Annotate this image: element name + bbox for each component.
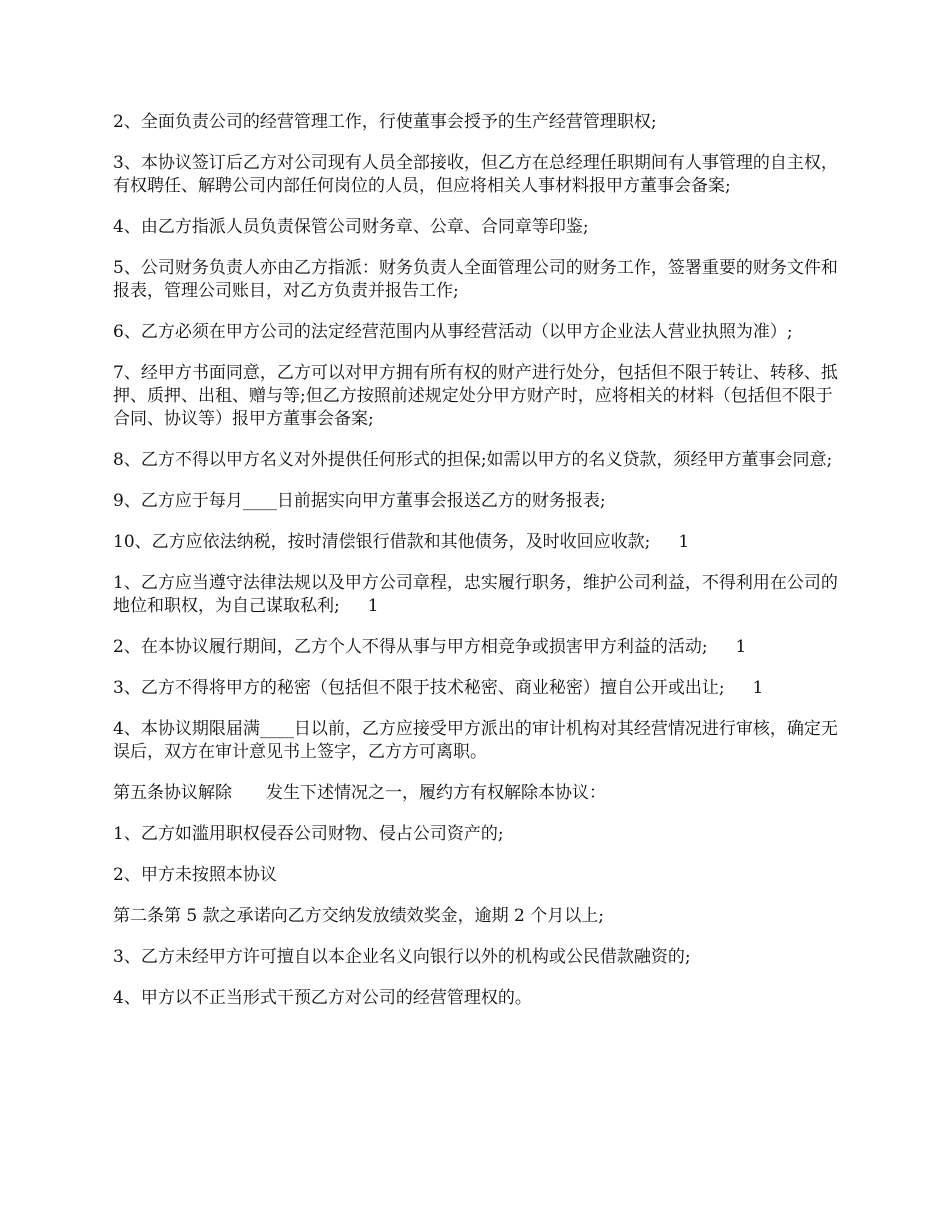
duty-2-number: 1	[735, 637, 747, 657]
clause-10-number: 1	[678, 532, 690, 552]
duty-3-text: 3、乙方不得将甲方的秘密（包括但不限于技术秘密、商业秘密）擅自公开或出让;	[113, 678, 725, 698]
clause-7-property: 7、经甲方书面同意，乙方可以对甲方拥有所有权的财产进行处分，包括但不限于转让、转移、抵押、质押、出租、赠与等;但乙方按照前述规定处分甲方财产时，应将相关的材料（包括但不限于合同、协议等）报甲方董事会备案;	[113, 363, 838, 429]
clause-2-management: 2、全面负责公司的经营管理工作，行使董事会授予的生产经营管理职权;	[113, 112, 657, 132]
termination-1: 1、乙方如滥用职权侵吞公司财物、侵占公司资产的;	[113, 824, 504, 844]
article-5-intro: 发生下述情况之一，履约方有权解除本协议：	[266, 783, 606, 803]
duty-2-noncompete	[113, 636, 843, 659]
clause-9-reports: 9、乙方应于每月____日前据实向甲方董事会报送乙方的财务报表;	[113, 491, 606, 511]
termination-2: 2、甲方未按照本协议	[113, 865, 277, 885]
duty-1-text: 1、乙方应当遵守法律法规以及甲方公司章程，忠实履行职务，维护公司利益，不得利用在公司的地位和职权，为自己谋取私利;	[113, 573, 838, 616]
clause-3-personnel: 3、本协议签订后乙方对公司现有人员全部接收，但乙方在总经理任职期间有人事管理的自主权，有权聘任、解聘公司内部任何岗位的人员，但应将相关人事材料报甲方董事会备案;	[113, 153, 838, 196]
termination-4: 4、甲方以不正当形式干预乙方对公司的经营管理权的。	[113, 988, 532, 1008]
article-5-heading	[113, 782, 843, 805]
clause-5-finance: 5、公司财务负责人亦由乙方指派：财务负责人全面管理公司的财务工作，签署重要的财务文件和报表，管理公司账目，对乙方负责并报告工作;	[113, 258, 838, 301]
duty-4-audit: 4、本协议期限届满____日以前，乙方应接受甲方派出的审计机构对其经营情况进行审核，确定无误后，双方在审计意见书上签字，乙方方可离职。	[113, 719, 838, 762]
clause-6-scope: 6、乙方必须在甲方公司的法定经营范围内从事经营活动（以甲方企业法人营业执照为准）;	[113, 322, 793, 342]
article-5-title: 第五条协议解除	[113, 783, 232, 803]
duty-3-number: 1	[752, 678, 764, 698]
clause-8-guarantee: 8、乙方不得以甲方名义对外提供任何形式的担保;如需以甲方的名义贷款，须经甲方董事会同意;	[113, 450, 833, 470]
duty-1-loyalty	[113, 572, 843, 618]
document-body	[113, 111, 843, 1028]
termination-2-continued: 第二条第 5 款之承诺向乙方交纳发放绩效奖金，逾期 2 个月以上;	[113, 906, 604, 926]
clause-4-seals: 4、由乙方指派人员负责保管公司财务章、公章、合同章等印鉴;	[113, 217, 589, 237]
clause-10-text: 10、乙方应依法纳税，按时清偿银行借款和其他债务，及时收回应收款;	[113, 532, 651, 552]
duty-1-number: 1	[367, 596, 379, 616]
clause-10-taxes	[113, 531, 843, 554]
duty-3-secrets	[113, 677, 843, 700]
termination-3: 3、乙方未经甲方许可擅自以本企业名义向银行以外的机构或公民借款融资的;	[113, 947, 691, 967]
duty-2-text: 2、在本协议履行期间，乙方个人不得从事与甲方相竞争或损害甲方利益的活动;	[113, 637, 708, 657]
